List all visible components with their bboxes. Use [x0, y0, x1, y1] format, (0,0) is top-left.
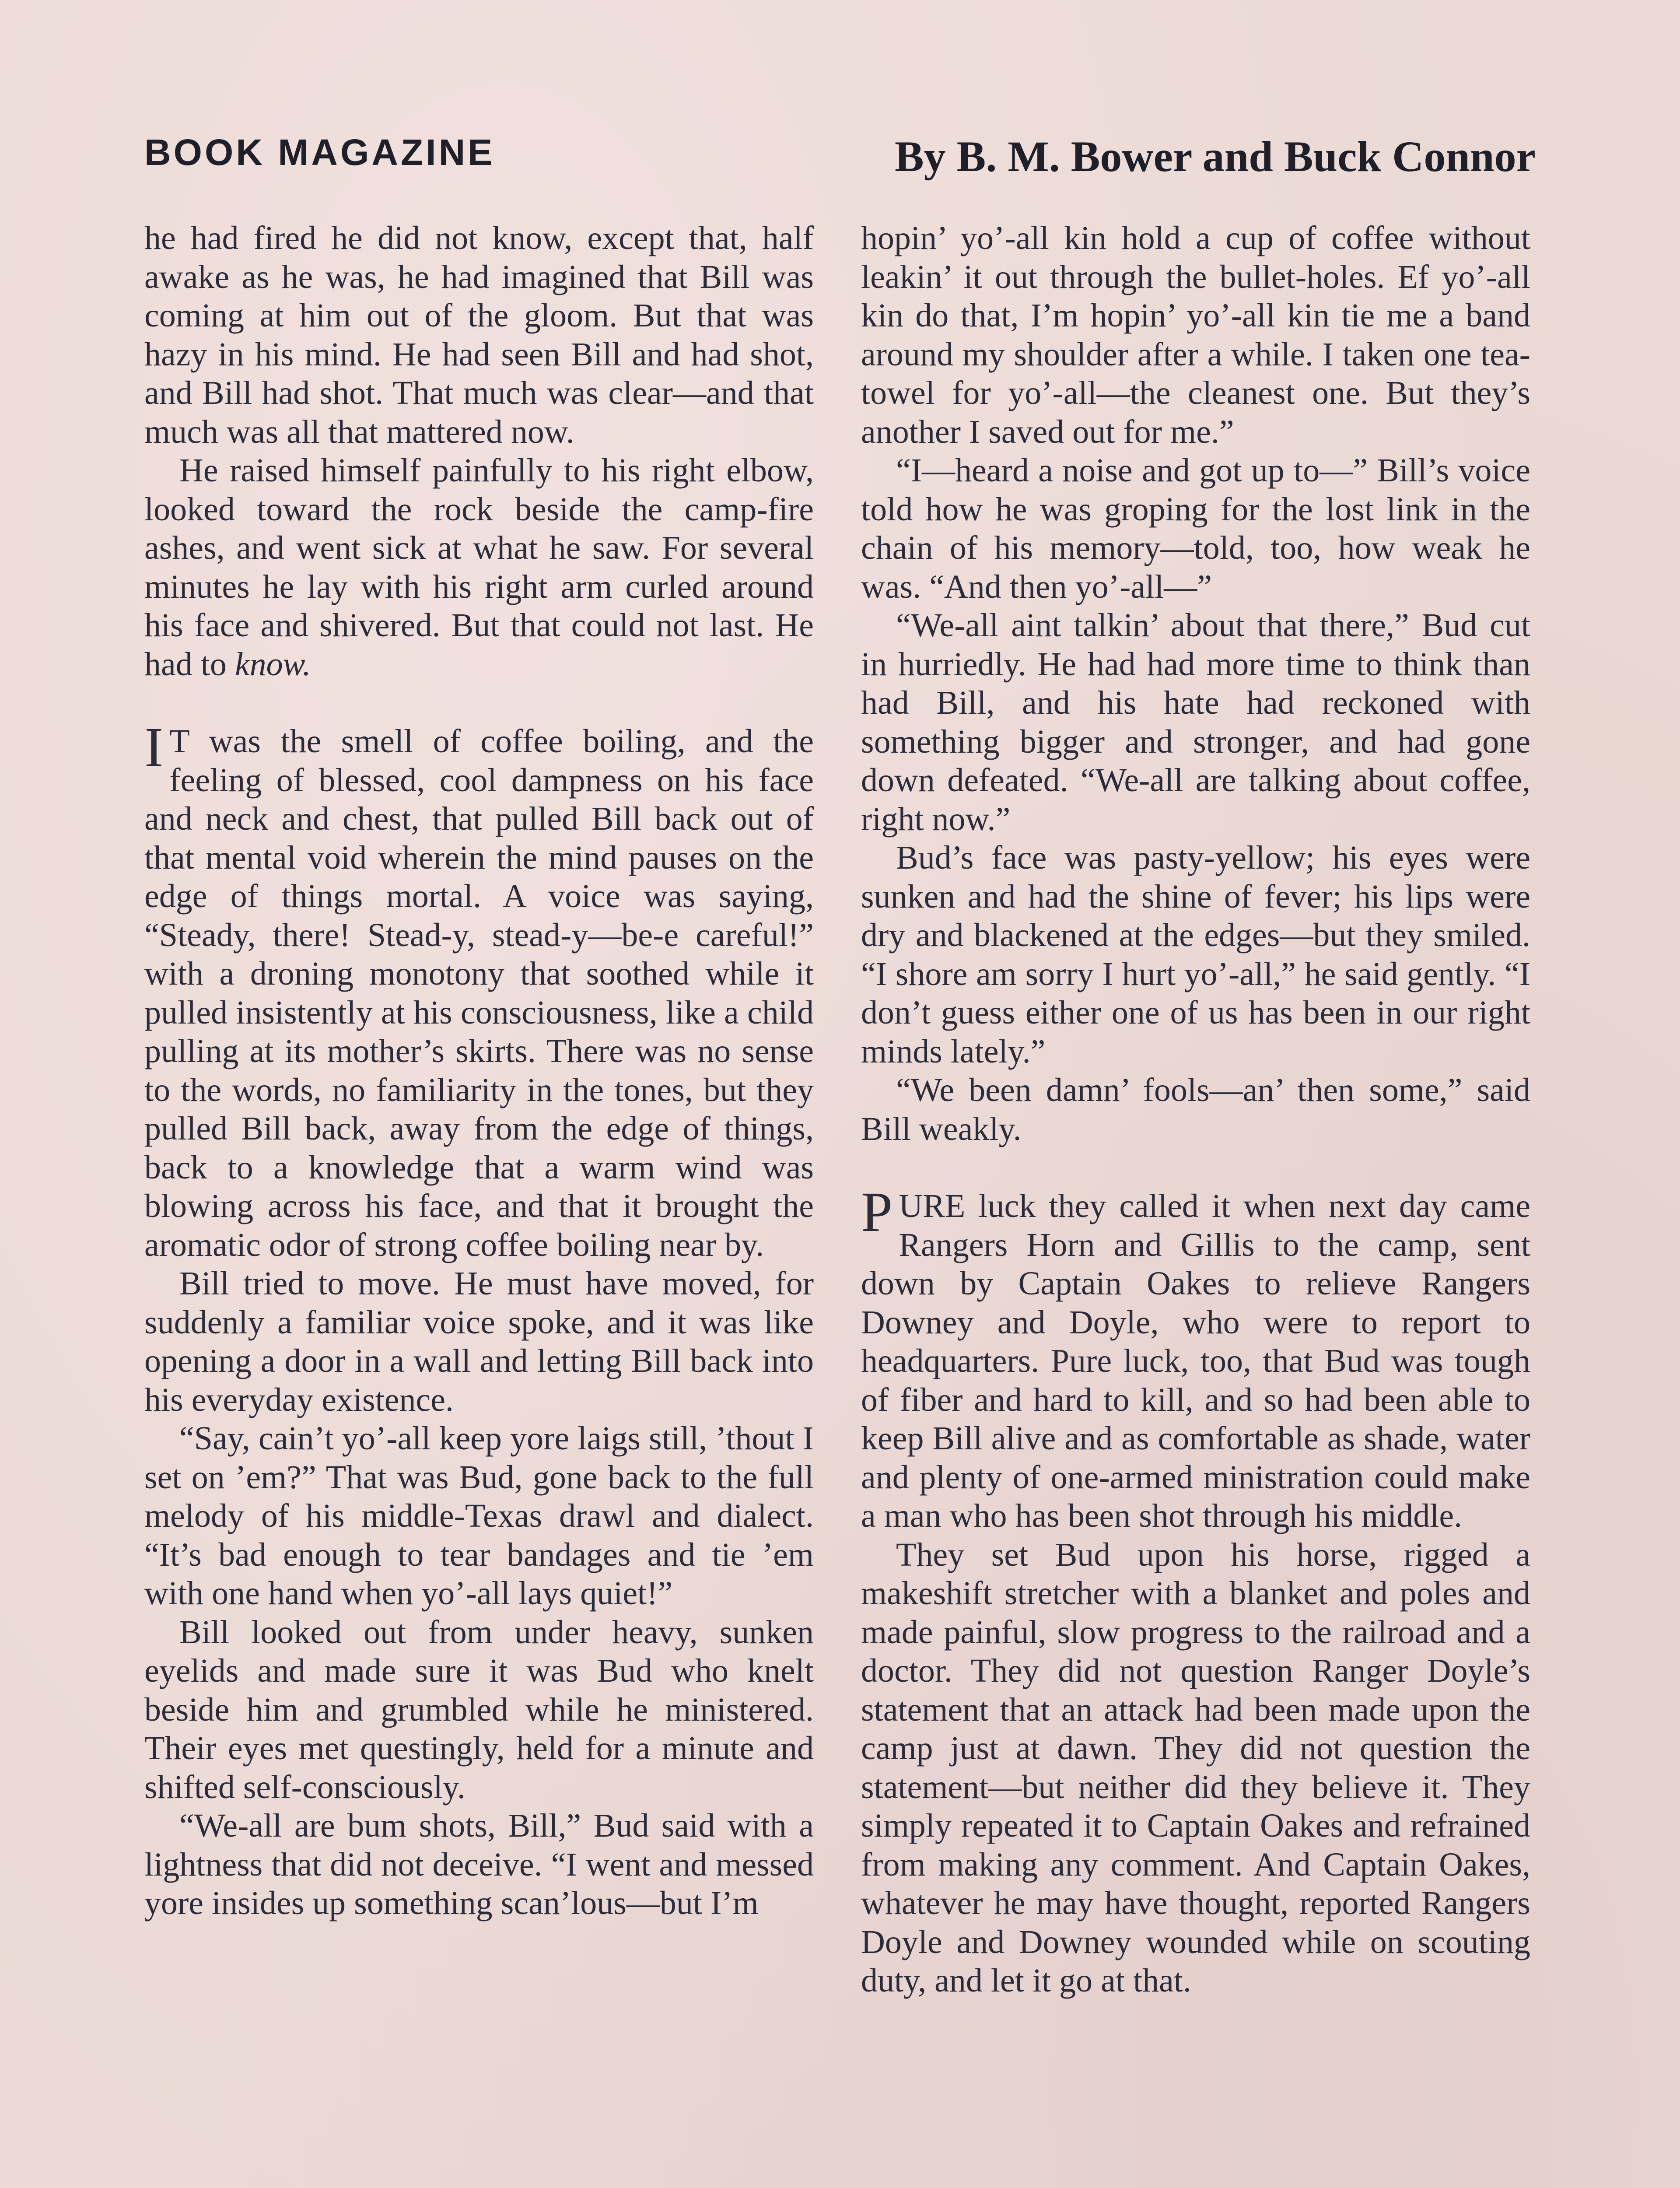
drop-cap: I — [144, 716, 164, 779]
paragraph: They set Bud upon his horse, rigged a makeshift stretcher with a blanket and poles and made painful, slow progress to the railroad and a doctor. They did not question Ranger Doyle’s statement that an attack had been made upon the camp just at dawn. They did not question the statement—but neither did they believe it. They simply repeated it to Captain Oakes and refrained from making any comment. And Captain Oakes, whatever he may have thought, reported Rangers Doyle and Downey wounded while on scouting duty, and let it go at that. — [861, 1536, 1530, 1999]
paragraph: Bill looked out from under heavy, sunken eyelids and made sure it was Bud who knelt beside him and grumbled while he ministered. Their eyes met questingly, held for a minute and shifted self-consciously. — [144, 1613, 814, 1806]
paragraph: “I—heard a noise and got up to—” Bill’s voice told how he was groping for the lost link in the chain of his memory—told, too, how weak he was. “And then yo’-all—” — [861, 452, 1530, 605]
section-opening-paragraph — [144, 716, 814, 1264]
paragraph: “We-all are bum shots, Bill,” Bud said with a lightness that did not deceive. “I went and messed yore insides up something scan’lous—but I’m — [144, 1807, 814, 1922]
drop-cap: P — [861, 1181, 893, 1244]
paragraph-text: URE luck they called it when next day came Rangers Horn and Gillis to the camp, sent down by Captain Oakes to relieve Rangers Downey and Doyle, who were to report to headquarters. Pure luck, too, that Bud was tough of fiber and hard to kill, and so had been able to keep Bill alive and as comfortable as shade, water and plenty of one-armed ministration could make a man who has been shot through his middle. — [861, 1188, 1530, 1534]
paragraph: he had fired he did not know, except that, half awake as he was, he had imagined that Bill was coming at him out of the gloom. But that was hazy in his mind. He had seen Bill and had shot, and Bill had shot. That much was clear—and that much was all that mattered now. — [144, 220, 814, 450]
paragraph-text: He raised himself painfully to his right elbow, looked toward the rock beside the camp-fire ashes, and went sick at what he saw. For several minutes he lay with his right arm curled around his face and shivered. But that could not last. He had to — [144, 452, 814, 683]
section-opening-paragraph — [861, 1181, 1530, 1536]
paragraph: hopin’ yo’-all kin hold a cup of coffee without leakin’ it out through the bullet-holes. Ef yo’-all kin do that, I’m hopin’ yo’-all kin tie me a band around my shoulder after a while. I taken one tea-towel for yo’-all—the cleanest one. But they’s another I saved out for me.” — [861, 220, 1530, 450]
emphasis-text: know. — [234, 645, 311, 683]
paragraph-text: T was the smell of coffee boiling, and the feeling of blessed, cool dampness on his face and neck and chest, that pulled Bill back out of that mental void wherein the mind pauses on the edge of things mortal. A voice was saying, “Steady, there! Stead-y, stead-y—be-e careful!” with a droning monotony that soothed while it pulled insistently at his consciousness, like a child pulling at its mother’s skirts. There was no sense to the words, no familiarity in the tones, but they pulled Bill back, away from the edge of things, back to a knowledge that a warm wind was blowing across his face, and that it brought the aromatic odor of strong coffee boiling near by. — [144, 723, 814, 1263]
magazine-title: BOOK MAGAZINE — [144, 132, 495, 173]
section-break — [144, 684, 814, 722]
paragraph — [144, 451, 814, 684]
paragraph: “We-all aint talkin’ about that there,” Bud cut in hurriedly. He had had more time to think than had Bill, and his hate had reckoned with something bigger and stronger, and had gone down defeated. “We-all are talking about coffee, right now.” — [861, 607, 1530, 838]
running-header — [144, 131, 1536, 193]
paragraph: “We been damn’ fools—an’ then some,” said Bill weakly. — [861, 1072, 1530, 1147]
author-byline: By B. M. Bower and Buck Connor — [894, 132, 1536, 181]
right-column — [861, 219, 1530, 2000]
paragraph: Bill tried to move. He must have moved, for suddenly a familiar voice spoke, and it was like opening a door in a wall and letting Bill back into his everyday existence. — [144, 1265, 814, 1418]
paragraph: “Say, cain’t yo’-all keep yore laigs still, ’thout I set on ’em?” That was Bud, gone back to the full melody of his middle-Texas drawl and dialect. “It’s bad enough to tear bandages and tie ’em with one hand when yo’-all lays quiet!” — [144, 1420, 814, 1612]
left-column — [144, 219, 814, 1923]
paragraph: Bud’s face was pasty-yellow; his eyes were sunken and had the shine of fever; his lips were dry and blackened at the edges—but they smiled. “I shore am sorry I hurt yo’-all,” he said gently. “I don’t guess either one of us has been in our right minds lately.” — [861, 839, 1530, 1070]
section-break — [861, 1148, 1530, 1187]
